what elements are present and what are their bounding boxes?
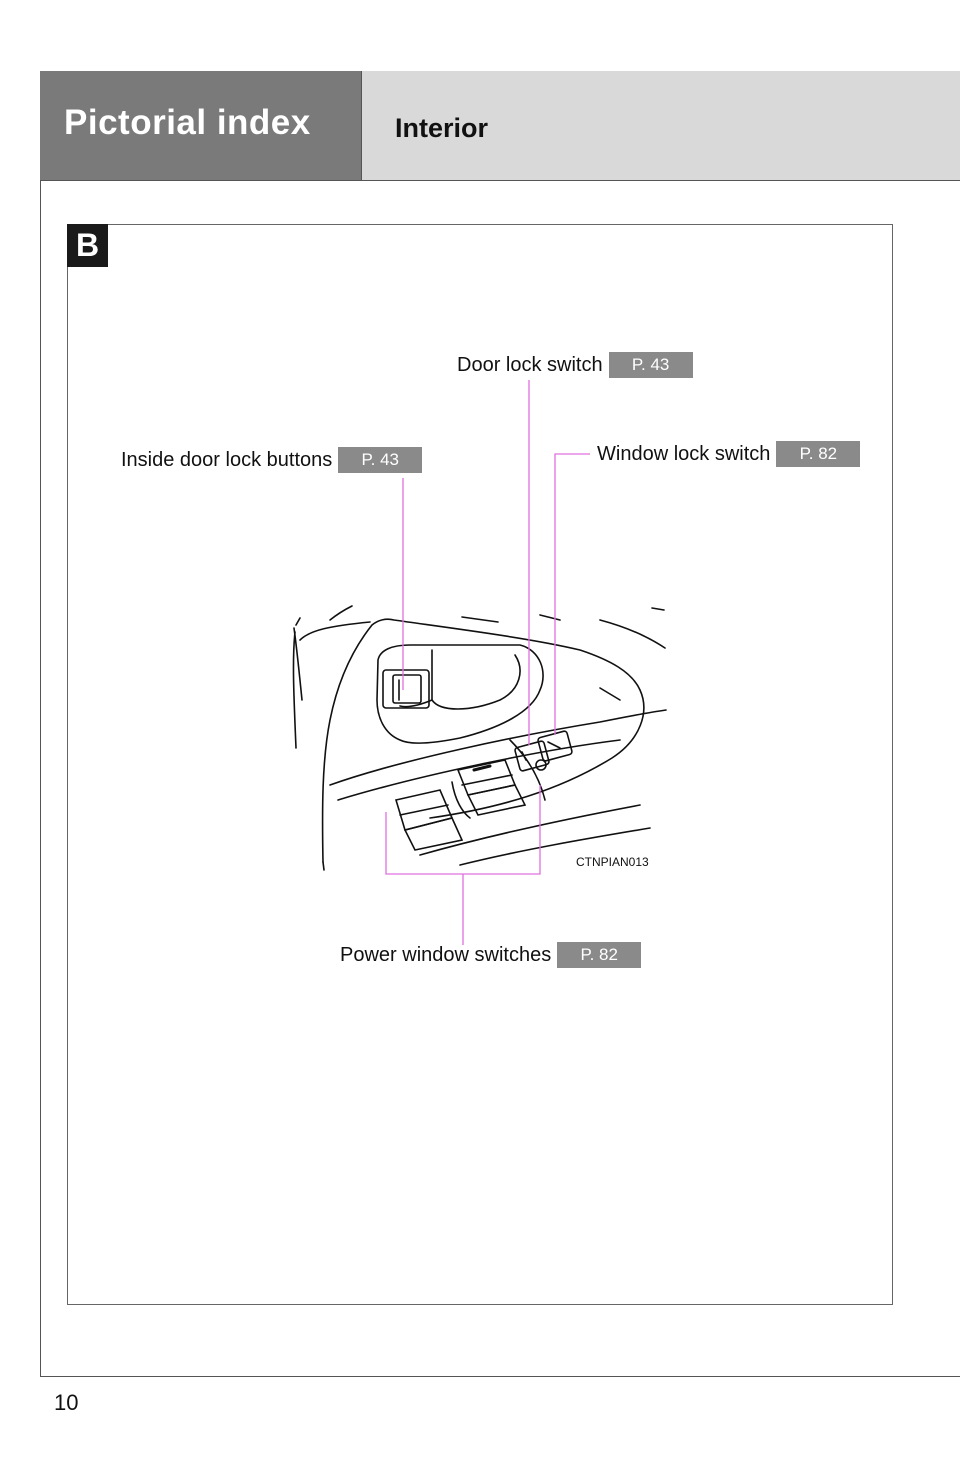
power-window-switches-callout	[340, 942, 641, 968]
inside-door-lock-label: Inside door lock buttons	[121, 448, 333, 471]
window-lock-switch-callout	[597, 441, 860, 467]
door-lock-switch-callout	[457, 352, 693, 378]
window-lock-switch-label: Window lock switch	[597, 442, 771, 465]
power-window-switches-page-ref[interactable]: P. 82	[557, 942, 641, 968]
section-title: Pictorial index	[64, 103, 311, 142]
inside-door-lock-callout	[121, 447, 422, 473]
door-lock-switch-label: Door lock switch	[457, 353, 603, 376]
page-number: 10	[54, 1390, 79, 1415]
section-badge: B	[67, 224, 108, 267]
power-window-switches-label: Power window switches	[340, 943, 552, 966]
window-lock-switch-page-ref[interactable]: P. 82	[776, 441, 860, 467]
door-lock-switch-page-ref[interactable]: P. 43	[609, 352, 693, 378]
figure-code: CTNPIAN013	[576, 855, 649, 869]
subsection-title: Interior	[395, 113, 489, 143]
inside-door-lock-page-ref[interactable]: P. 43	[338, 447, 422, 473]
